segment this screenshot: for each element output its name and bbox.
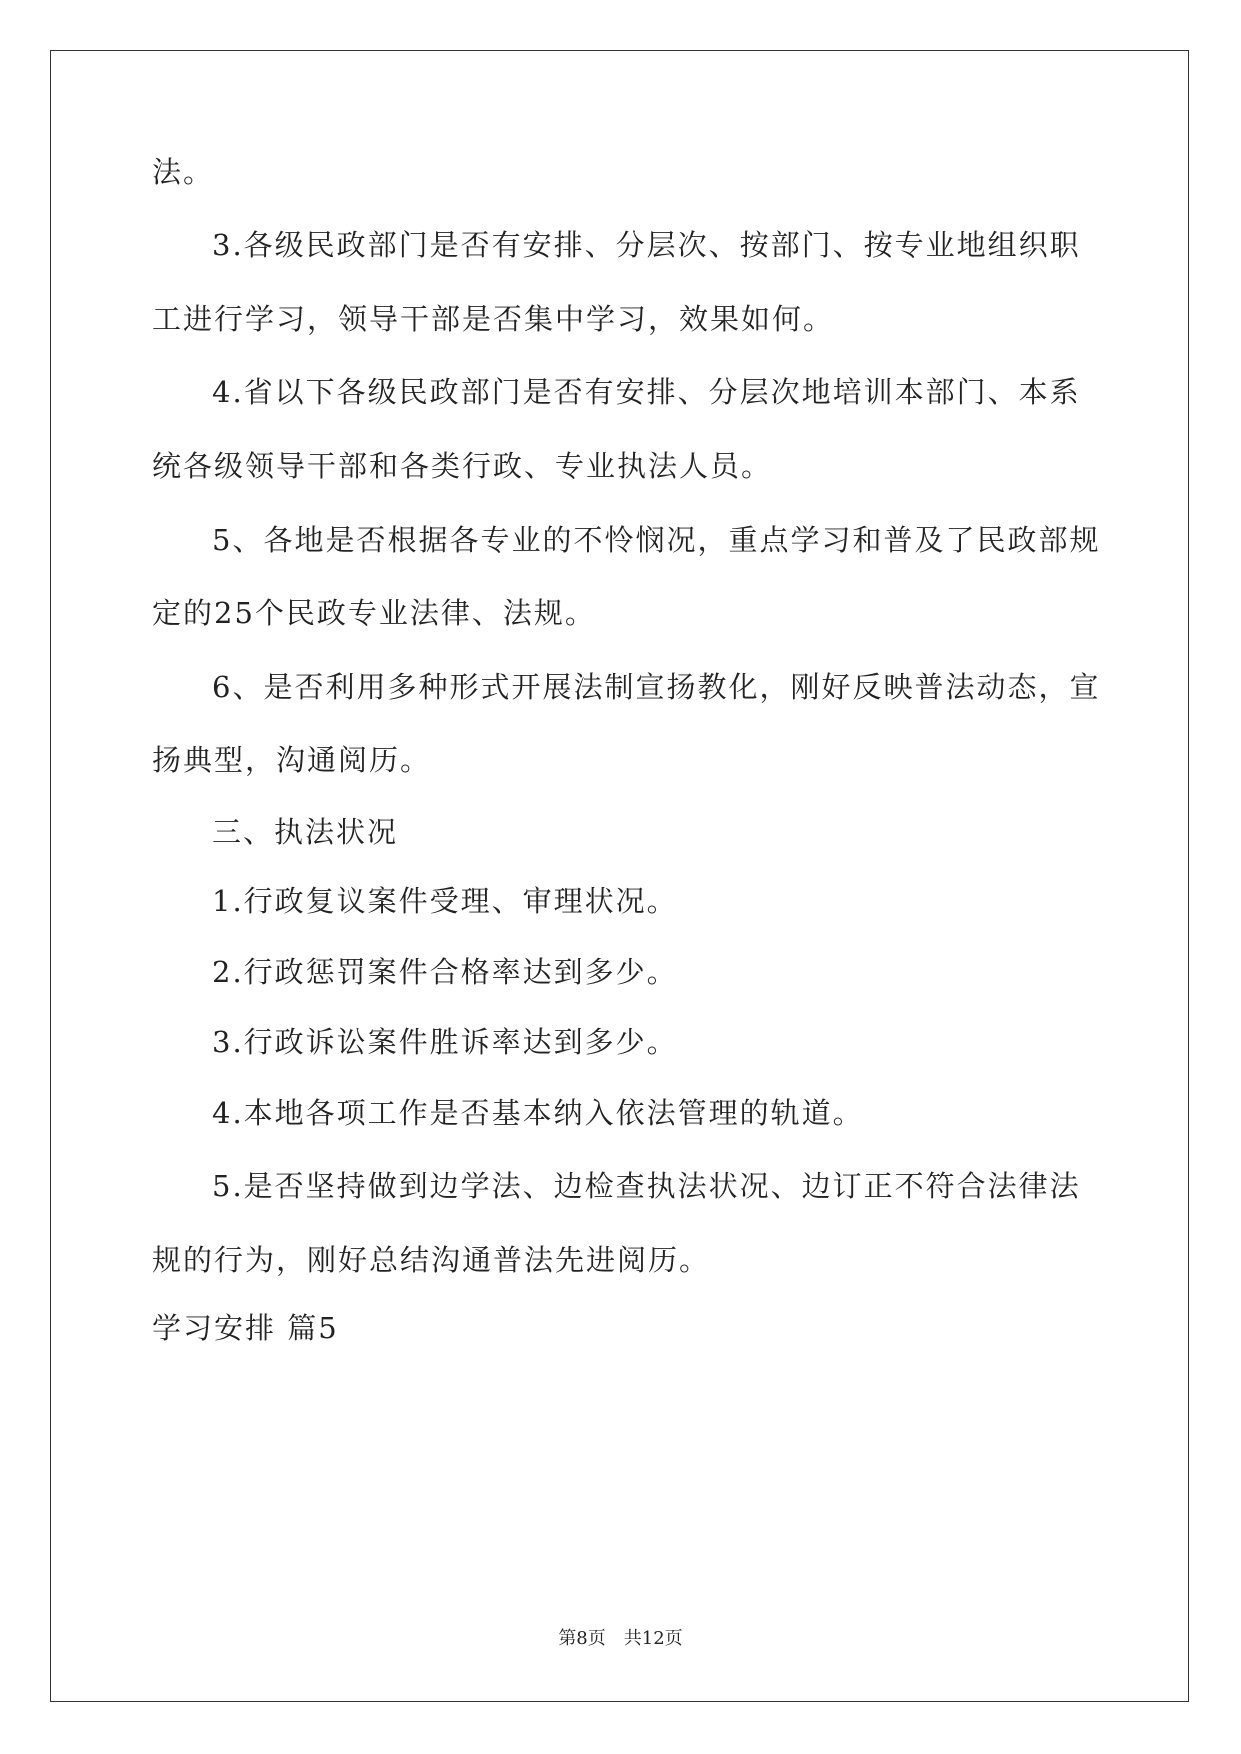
page-border xyxy=(50,50,1189,1702)
body-text-line: 1.行政复议案件受理、审理状况。 xyxy=(212,884,678,918)
body-text-line: 2.行政惩罚案件合格率达到多少。 xyxy=(212,955,678,989)
page-number: 第8页 共12页 xyxy=(558,1628,683,1649)
body-text-line: 定的25个民政专业法律、法规。 xyxy=(152,596,596,630)
body-text-line: 4.本地各项工作是否基本纳入依法管理的轨道。 xyxy=(212,1096,864,1130)
body-text-line: 规的行为，刚好总结沟通普法先进阅历。 xyxy=(152,1243,711,1277)
body-text-line: 工进行学习，领导干部是否集中学习，效果如何。 xyxy=(152,302,835,336)
body-text-line: 6、是否利用多种形式开展法制宣扬教化，刚好反映普法动态，宣 xyxy=(212,670,1101,704)
body-text-line: 统各级领导干部和各类行政、专业执法人员。 xyxy=(152,449,773,483)
body-text-line: 4.省以下各级民政部门是否有安排、分层次地培训本部门、本系 xyxy=(212,375,1081,409)
body-text-line: 法。 xyxy=(152,155,215,189)
body-text-line: 3.各级民政部门是否有安排、分层次、按部门、按专业地组织职 xyxy=(212,228,1081,262)
body-text-line: 5.是否坚持做到边学法、边检查执法状况、边订正不符合法律法 xyxy=(212,1169,1081,1203)
body-text-line: 扬典型，沟通阅历。 xyxy=(152,743,432,777)
section-heading: 三、执法状况 xyxy=(212,815,399,849)
body-text-line: 5、各地是否根据各专业的不怜悯况，重点学习和普及了民政部规 xyxy=(212,523,1101,557)
article-title: 学习安排 篇5 xyxy=(152,1311,339,1345)
body-text-line: 3.行政诉讼案件胜诉率达到多少。 xyxy=(212,1025,678,1059)
